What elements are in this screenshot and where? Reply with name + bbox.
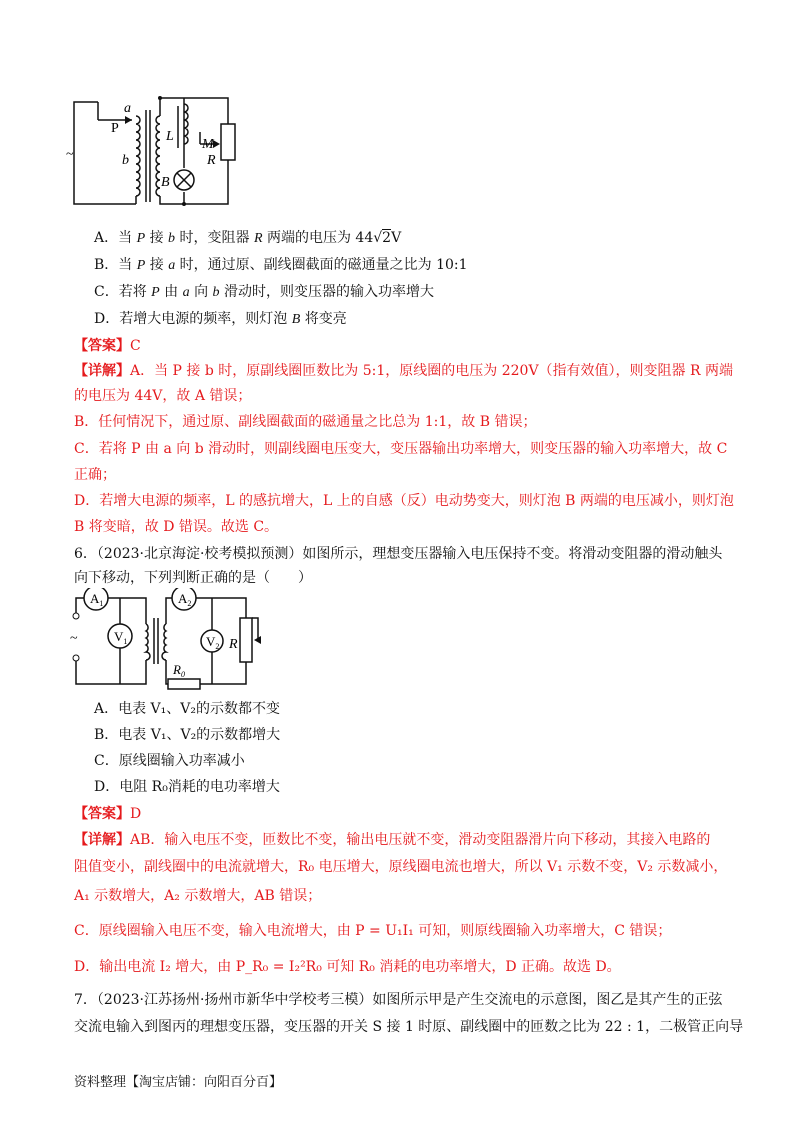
q5-source-label: ~ <box>66 147 74 162</box>
page-footer: 资料整理【淘宝店铺：向阳百分百】 <box>74 1075 283 1090</box>
q6-detail-line-2: 阻值变小，副线圈中的电流就增大，R₀ 电压增大，原线圈电流也增大，所以 V₁ 示数不变，V₂ 示数减小， <box>74 859 728 875</box>
q6-resistor-r0-label: $R_0$ <box>173 662 185 679</box>
q5-slider-p-label: P <box>111 121 119 136</box>
q5-detail-line-6: D．若增大电源的频率，L 的感抗增大，L 上的自感（反）电动势变大，则灯泡 B 两端的电压减小，则灯泡 <box>74 493 734 509</box>
q6-detail-line-1: 【详解】AB．输入电压不变，匝数比不变，输出电压就不变，滑动变阻器滑片向下移动，其接入电路的 <box>74 832 711 848</box>
q6-answer: 【答案】D <box>74 806 142 822</box>
q5-detail-line-3: B．任何情况下，通过原、副线圈截面的磁通量之比总为 1:1，故 B 错误； <box>74 414 537 430</box>
q5-option-b: B．当 P 接 a 时，通过原、副线圈截面的磁通量之比为 10:1 <box>94 257 468 273</box>
q5-circuit-figure <box>66 92 246 214</box>
q5-option-a: A．当 P 接 b 时，变阻器 R 两端的电压为 44√2V <box>94 230 402 246</box>
q5-rheostat-label: R <box>207 153 216 168</box>
q6-circuit-figure <box>66 588 276 690</box>
q6-stem-line-1: 6．（2023·北京海淀·校考模拟预测）如图所示，理想变压器输入电压保持不变。将滑动变阻器的滑动触头 <box>74 546 723 562</box>
q6-ammeter-a1-label: $A_1$ <box>90 591 104 608</box>
q6-detail-line-4: C．原线圈输入电压不变，输入电流增大，由 P = U₁I₁ 可知，则原线圈输入功率增大，C 错误； <box>74 923 672 939</box>
q5-tap-b-label: b <box>122 153 129 168</box>
q5-inductor-label: L <box>166 129 174 144</box>
q5-bulb-label: B <box>161 175 170 190</box>
q6-ammeter-a2-label: $A_2$ <box>178 591 192 608</box>
q5-detail-line-2: 的电压为 44V，故 A 错误； <box>74 388 252 404</box>
q6-detail-line-3: A₁ 示数增大，A₂ 示数增大，AB 错误； <box>74 888 322 904</box>
q6-source-label: ~ <box>70 631 78 646</box>
q6-detail-line-5: D．输出电流 I₂ 增大，由 P_R₀ = I₂²R₀ 可知 R₀ 消耗的电功率增大，D 正确。故选 D。 <box>74 959 621 975</box>
q5-option-d: D．若增大电源的频率，则灯泡 B 将变亮 <box>94 311 347 327</box>
q6-option-b: B．电表 V₁、V₂的示数都增大 <box>94 727 281 743</box>
q6-stem-line-2: 向下移动，下列判断正确的是（ ） <box>74 570 312 586</box>
q6-rheostat-label: R <box>229 637 238 652</box>
q5-detail-line-1: 【详解】A．当 P 接 b 时，原副线圈匝数比为 5:1，原线圈的电压为 220V（指有效值），则变阻器 R 两端 <box>74 363 733 379</box>
q6-option-a: A．电表 V₁、V₂的示数都不变 <box>94 701 281 717</box>
q6-voltmeter-v2-label: $V_2$ <box>206 634 220 651</box>
q5-detail-line-5: 正确； <box>74 467 116 483</box>
q6-voltmeter-v1-label: $V_1$ <box>114 629 128 646</box>
q7-stem-line-2: 交流电输入到图丙的理想变压器，变压器的开关 S 接 1 时原、副线圈中的匝数之比为 22 : 1，二极管正向导 <box>74 1019 744 1035</box>
q5-detail-line-4: C．若将 P 由 a 向 b 滑动时，则副线圈电压变大，变压器输出功率增大，则变压器的输入功率增大，故 C <box>74 441 728 457</box>
q7-stem-line-1: 7．（2023·江苏扬州·扬州市新华中学校考三模）如图所示甲是产生交流电的示意图，图乙是其产生的正弦 <box>74 992 723 1008</box>
q5-answer: 【答案】C <box>74 338 141 354</box>
q5-tap-a-label: a <box>124 101 131 116</box>
q6-option-d: D．电阻 R₀消耗的电功率增大 <box>94 779 280 795</box>
q5-option-c: C．若将 P 由 a 向 b 滑动时，则变压器的输入功率增大 <box>94 284 434 300</box>
q5-slider-m-label: M <box>202 137 214 152</box>
q5-detail-line-7: B 将变暗，故 D 错误。故选 C。 <box>74 519 279 535</box>
q6-option-c: C．原线圈输入功率减小 <box>94 753 245 769</box>
